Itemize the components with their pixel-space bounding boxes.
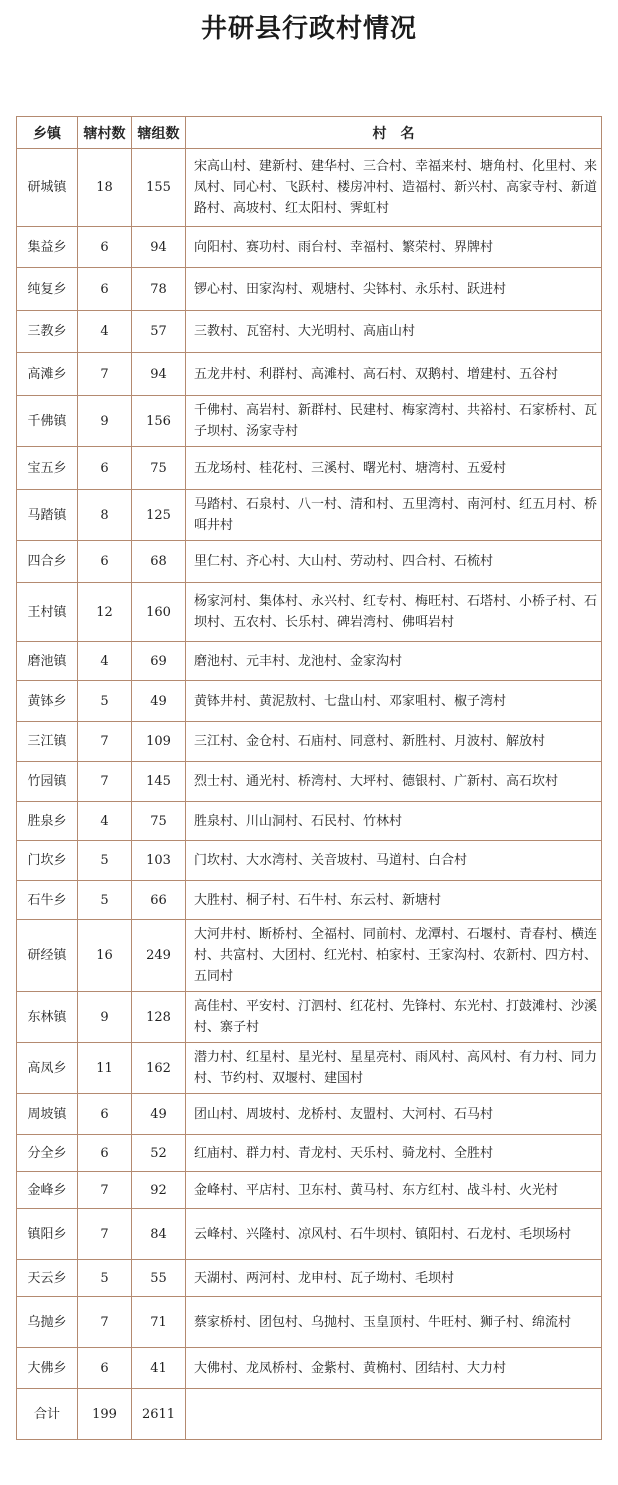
page-title: 井研县行政村情况 (200, 14, 417, 44)
groups-count-cell: 71 (132, 1297, 186, 1348)
groups-count-cell: 162 (132, 1043, 186, 1094)
villages-cell: 宋高山村、建新村、建华村、三合村、幸福来村、塘角村、化里村、来凤村、同心村、飞跃村、楼房冲村、造福村、新兴村、高家寺村、新道路村、高坡村、红太阳村、霁虹村 (186, 149, 602, 227)
table-row (17, 762, 602, 802)
villages-cell: 团山村、周坡村、龙桥村、友盟村、大河村、石马村 (186, 1094, 602, 1135)
town-cell: 石牛乡 (17, 881, 78, 920)
header-town: 乡镇 (17, 117, 78, 149)
villages-cell: 黄钵井村、黄泥敖村、七盘山村、邓家咀村、椒子湾村 (186, 681, 602, 722)
villages-cell: 高佳村、平安村、汀泗村、红花村、先锋村、东光村、打鼓滩村、沙溪村、寨子村 (186, 992, 602, 1043)
villages-count-cell: 7 (78, 722, 132, 762)
villages-cell: 天湖村、两河村、龙申村、瓦子坳村、毛坝村 (186, 1260, 602, 1297)
groups-count-cell: 55 (132, 1260, 186, 1297)
villages-count-cell: 12 (78, 583, 132, 642)
villages-count-cell: 18 (78, 149, 132, 227)
town-cell: 宝五乡 (17, 447, 78, 490)
table-row (17, 541, 602, 583)
town-cell: 胜泉乡 (17, 802, 78, 841)
villages-count-cell: 7 (78, 762, 132, 802)
total-row (17, 1389, 602, 1440)
groups-count-cell: 68 (132, 541, 186, 583)
table-row (17, 268, 602, 311)
villages-count-cell: 9 (78, 396, 132, 447)
villages-cell: 马踏村、石泉村、八一村、清和村、五里湾村、南河村、红五月村、桥咡井村 (186, 490, 602, 541)
table-row (17, 642, 602, 681)
groups-count-cell: 249 (132, 920, 186, 992)
villages-count-cell: 7 (78, 1209, 132, 1260)
header-groups-count: 辖组数 (132, 117, 186, 149)
villages-cell: 里仁村、齐心村、大山村、劳动村、四合村、石梳村 (186, 541, 602, 583)
town-cell: 四合乡 (17, 541, 78, 583)
table-row (17, 1135, 602, 1172)
groups-count-cell: 49 (132, 1094, 186, 1135)
table-row (17, 447, 602, 490)
groups-count-cell: 66 (132, 881, 186, 920)
groups-count-cell: 94 (132, 353, 186, 396)
groups-count-cell: 125 (132, 490, 186, 541)
villages-count-cell: 5 (78, 681, 132, 722)
villages-count-cell: 5 (78, 841, 132, 881)
table-row (17, 396, 602, 447)
villages-count-cell: 6 (78, 1348, 132, 1389)
villages-cell: 金峰村、平店村、卫东村、黄马村、东方红村、战斗村、火光村 (186, 1172, 602, 1209)
villages-count-cell: 7 (78, 353, 132, 396)
villages-count-cell: 4 (78, 642, 132, 681)
villages-count-cell: 5 (78, 1260, 132, 1297)
villages-count-cell: 6 (78, 1135, 132, 1172)
groups-count-cell: 52 (132, 1135, 186, 1172)
total-villages (186, 1389, 602, 1440)
table-body (17, 149, 602, 1440)
groups-count-cell: 128 (132, 992, 186, 1043)
header-villages: 村 名 (186, 117, 602, 149)
villages-cell: 蔡家桥村、团包村、乌抛村、玉皇顶村、牛旺村、狮子村、绵流村 (186, 1297, 602, 1348)
villages-count-cell: 8 (78, 490, 132, 541)
table-row (17, 149, 602, 227)
villages-cell: 胜泉村、川山洞村、石民村、竹林村 (186, 802, 602, 841)
villages-count-cell: 6 (78, 268, 132, 311)
town-cell: 王村镇 (17, 583, 78, 642)
villages-cell: 大胜村、桐子村、石牛村、东云村、新塘村 (186, 881, 602, 920)
groups-count-cell: 160 (132, 583, 186, 642)
town-cell: 天云乡 (17, 1260, 78, 1297)
groups-count-cell: 69 (132, 642, 186, 681)
table-row (17, 1297, 602, 1348)
villages-cell: 大佛村、龙凤桥村、金紫村、黄桷村、团结村、大力村 (186, 1348, 602, 1389)
table-row (17, 1209, 602, 1260)
town-cell: 研城镇 (17, 149, 78, 227)
villages-count-cell: 16 (78, 920, 132, 992)
groups-count-cell: 75 (132, 447, 186, 490)
town-cell: 门坎乡 (17, 841, 78, 881)
town-cell: 金峰乡 (17, 1172, 78, 1209)
villages-cell: 磨池村、元丰村、龙池村、金家沟村 (186, 642, 602, 681)
table-row (17, 841, 602, 881)
villages-cell: 三江村、金仓村、石庙村、同意村、新胜村、月波村、解放村 (186, 722, 602, 762)
town-cell: 纯复乡 (17, 268, 78, 311)
groups-count-cell: 92 (132, 1172, 186, 1209)
villages-cell: 门坎村、大水湾村、关音坡村、马道村、白合村 (186, 841, 602, 881)
table-row (17, 1094, 602, 1135)
groups-count-cell: 103 (132, 841, 186, 881)
table-row (17, 881, 602, 920)
groups-count-cell: 78 (132, 268, 186, 311)
town-cell: 高凤乡 (17, 1043, 78, 1094)
table-row (17, 681, 602, 722)
table-row (17, 920, 602, 992)
groups-count-cell: 41 (132, 1348, 186, 1389)
villages-cell: 五龙井村、利群村、高滩村、高石村、双鹅村、增建村、五谷村 (186, 353, 602, 396)
villages-count-cell: 7 (78, 1172, 132, 1209)
villages-cell: 向阳村、赛功村、雨台村、幸福村、繁荣村、界牌村 (186, 227, 602, 268)
groups-count-cell: 109 (132, 722, 186, 762)
villages-count-cell: 9 (78, 992, 132, 1043)
town-cell: 竹园镇 (17, 762, 78, 802)
table-header-row (17, 117, 602, 149)
groups-count-cell: 49 (132, 681, 186, 722)
groups-count-cell: 57 (132, 311, 186, 353)
villages-cell: 烈士村、通光村、桥湾村、大坪村、德银村、广新村、高石坎村 (186, 762, 602, 802)
town-cell: 千佛镇 (17, 396, 78, 447)
town-cell: 镇阳乡 (17, 1209, 78, 1260)
total-groups-count: 2611 (132, 1389, 186, 1440)
groups-count-cell: 156 (132, 396, 186, 447)
town-cell: 三江镇 (17, 722, 78, 762)
villages-count-cell: 11 (78, 1043, 132, 1094)
villages-count-cell: 6 (78, 227, 132, 268)
town-cell: 集益乡 (17, 227, 78, 268)
town-cell: 三教乡 (17, 311, 78, 353)
table-row (17, 227, 602, 268)
groups-count-cell: 94 (132, 227, 186, 268)
town-cell: 东林镇 (17, 992, 78, 1043)
villages-cell: 杨家河村、集体村、永兴村、红专村、梅旺村、石塔村、小桥子村、石坝村、五农村、长乐村、碑岩湾村、佛咡岩村 (186, 583, 602, 642)
villages-count-cell: 6 (78, 541, 132, 583)
table-row (17, 353, 602, 396)
villages-cell: 大河井村、断桥村、全福村、同前村、龙潭村、石堰村、青春村、横连村、共富村、大团村、红光村、柏家村、王家沟村、农新村、四方村、五同村 (186, 920, 602, 992)
town-cell: 黄钵乡 (17, 681, 78, 722)
town-cell: 高滩乡 (17, 353, 78, 396)
villages-cell: 三教村、瓦窑村、大光明村、高庙山村 (186, 311, 602, 353)
villages-count-cell: 5 (78, 881, 132, 920)
groups-count-cell: 75 (132, 802, 186, 841)
villages-cell: 锣心村、田家沟村、观塘村、尖钵村、永乐村、跃进村 (186, 268, 602, 311)
villages-count-cell: 4 (78, 802, 132, 841)
town-cell: 大佛乡 (17, 1348, 78, 1389)
town-cell: 研经镇 (17, 920, 78, 992)
town-cell: 马踏镇 (17, 490, 78, 541)
villages-cell: 千佛村、高岩村、新群村、民建村、梅家湾村、共裕村、石家桥村、瓦子坝村、汤家寺村 (186, 396, 602, 447)
table-row (17, 992, 602, 1043)
groups-count-cell: 155 (132, 149, 186, 227)
villages-cell: 红庙村、群力村、青龙村、天乐村、骑龙村、全胜村 (186, 1135, 602, 1172)
table-row (17, 1043, 602, 1094)
villages-count-cell: 7 (78, 1297, 132, 1348)
total-villages-count: 199 (78, 1389, 132, 1440)
table-row (17, 490, 602, 541)
villages-cell: 云峰村、兴隆村、凉风村、石牛坝村、镇阳村、石龙村、毛坝场村 (186, 1209, 602, 1260)
villages-count-cell: 6 (78, 447, 132, 490)
town-cell: 磨池镇 (17, 642, 78, 681)
table-row (17, 722, 602, 762)
villages-cell: 五龙场村、桂花村、三溪村、曙光村、塘湾村、五爱村 (186, 447, 602, 490)
villages-count-cell: 6 (78, 1094, 132, 1135)
town-cell: 分全乡 (17, 1135, 78, 1172)
town-cell: 乌抛乡 (17, 1297, 78, 1348)
table-row (17, 311, 602, 353)
villages-count-cell: 4 (78, 311, 132, 353)
total-label: 合计 (17, 1389, 78, 1440)
table-row (17, 1260, 602, 1297)
village-table (16, 116, 602, 1440)
town-cell: 周坡镇 (17, 1094, 78, 1135)
groups-count-cell: 84 (132, 1209, 186, 1260)
header-villages-count: 辖村数 (78, 117, 132, 149)
groups-count-cell: 145 (132, 762, 186, 802)
villages-cell: 潜力村、红星村、星光村、星星亮村、雨风村、高风村、有力村、同力村、节约村、双堰村、建国村 (186, 1043, 602, 1094)
table-row (17, 802, 602, 841)
table-row (17, 583, 602, 642)
table-row (17, 1348, 602, 1389)
table-row (17, 1172, 602, 1209)
